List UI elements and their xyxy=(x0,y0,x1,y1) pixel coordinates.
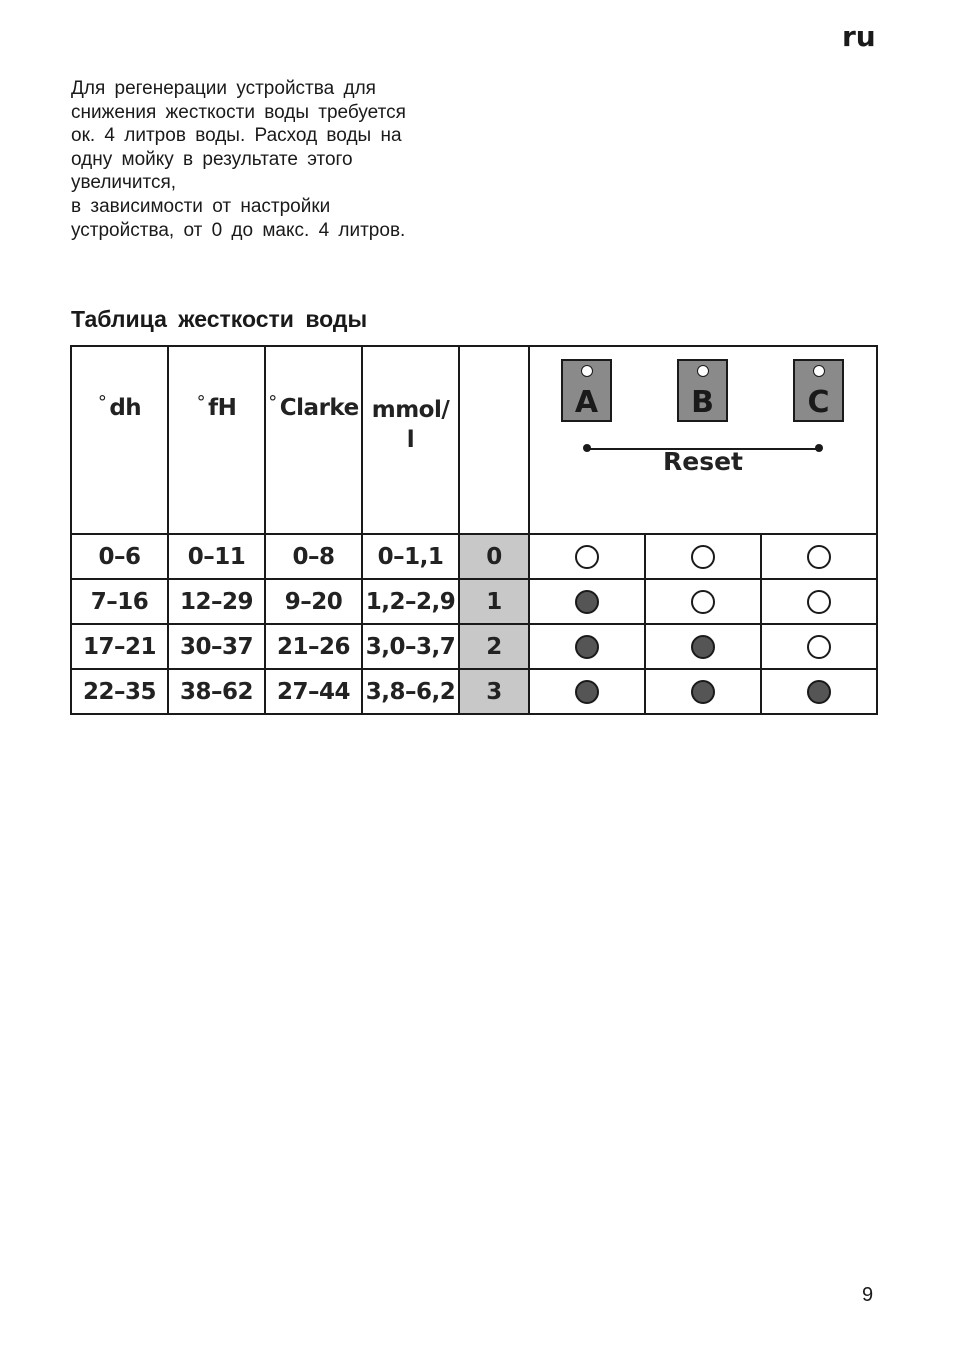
table-row xyxy=(71,579,877,624)
cell-led-a xyxy=(529,534,645,579)
cell-clarke: 27–44 xyxy=(265,669,362,714)
table-row xyxy=(71,534,877,579)
key-a-label: A xyxy=(574,385,599,420)
cell-fh: 12–29 xyxy=(168,579,265,624)
water-hardness-table xyxy=(70,345,878,715)
intro-paragraph xyxy=(71,77,471,242)
header-fh xyxy=(168,346,265,534)
cell-fh: 38–62 xyxy=(168,669,265,714)
intro-line: увеличится, xyxy=(71,172,177,194)
cell-led-b xyxy=(645,534,761,579)
cell-led-b xyxy=(645,579,761,624)
cell-dh: 17–21 xyxy=(71,624,168,669)
intro-line: ок. 4 литров воды. Расход воды на xyxy=(71,125,402,147)
header-mmol xyxy=(362,346,459,534)
cell-led-a xyxy=(529,624,645,669)
led-off-icon xyxy=(691,545,715,569)
led-on-icon xyxy=(575,635,599,659)
cell-level: 1 xyxy=(459,579,529,624)
cell-led-c xyxy=(761,534,877,579)
cell-led-a xyxy=(529,579,645,624)
cell-led-c xyxy=(761,579,877,624)
led-on-icon xyxy=(691,635,715,659)
header-level xyxy=(459,346,529,534)
cell-dh: 22–35 xyxy=(71,669,168,714)
key-b xyxy=(677,359,728,422)
cell-clarke: 21–26 xyxy=(265,624,362,669)
reset-label: Reset xyxy=(663,447,743,476)
led-on-icon xyxy=(807,680,831,704)
cell-clarke: 0–8 xyxy=(265,534,362,579)
cell-dh: 7–16 xyxy=(71,579,168,624)
cell-mmol: 0–1,1 xyxy=(362,534,459,579)
key-c xyxy=(793,359,844,422)
cell-mmol: 3,0–3,7 xyxy=(362,624,459,669)
header-fh-label: fH xyxy=(208,395,237,421)
led-on-icon xyxy=(691,680,715,704)
cell-clarke: 9–20 xyxy=(265,579,362,624)
led-on-icon xyxy=(575,680,599,704)
header-clarke-label: Clarke xyxy=(279,395,359,421)
table-row xyxy=(71,669,877,714)
cell-dh: 0–6 xyxy=(71,534,168,579)
table-header-row xyxy=(71,346,877,534)
cell-led-b xyxy=(645,624,761,669)
intro-line: в зависимости от настройки xyxy=(71,195,331,217)
led-icon xyxy=(813,365,825,377)
page-number: 9 xyxy=(862,1284,874,1306)
intro-line: Для регенерации устройства для xyxy=(71,78,376,99)
header-clarke xyxy=(265,346,362,534)
cell-level: 0 xyxy=(459,534,529,579)
led-icon xyxy=(581,365,593,377)
intro-line: снижения жесткости воды требуется xyxy=(71,101,406,123)
header-mmol-label: mmol/ l xyxy=(371,397,450,453)
table-row xyxy=(71,624,877,669)
degree-symbol: ° xyxy=(268,392,277,413)
intro-line: устройства, от 0 до макс. 4 литров. xyxy=(71,219,406,241)
cell-level: 2 xyxy=(459,624,529,669)
led-icon xyxy=(697,365,709,377)
key-b-label: B xyxy=(691,385,714,420)
intro-line: одну мойку в результате этого xyxy=(71,148,353,170)
header-dh-label: dh xyxy=(109,395,142,421)
cell-led-b xyxy=(645,669,761,714)
header-dh xyxy=(71,346,168,534)
language-code: ru xyxy=(842,20,876,53)
control-panel-illustration xyxy=(529,346,877,534)
led-off-icon xyxy=(575,545,599,569)
cell-led-a xyxy=(529,669,645,714)
cell-level: 3 xyxy=(459,669,529,714)
led-off-icon xyxy=(691,590,715,614)
table-title: Таблица жесткости воды xyxy=(71,306,368,332)
cell-fh: 30–37 xyxy=(168,624,265,669)
cell-led-c xyxy=(761,624,877,669)
degree-symbol: ° xyxy=(196,392,206,413)
cell-fh: 0–11 xyxy=(168,534,265,579)
key-c-label: C xyxy=(807,385,830,420)
led-off-icon xyxy=(807,545,831,569)
led-on-icon xyxy=(575,590,599,614)
cell-led-c xyxy=(761,669,877,714)
led-off-icon xyxy=(807,590,831,614)
degree-symbol: ° xyxy=(97,392,107,413)
key-a xyxy=(561,359,612,422)
cell-mmol: 1,2–2,9 xyxy=(362,579,459,624)
led-off-icon xyxy=(807,635,831,659)
cell-mmol: 3,8–6,2 xyxy=(362,669,459,714)
